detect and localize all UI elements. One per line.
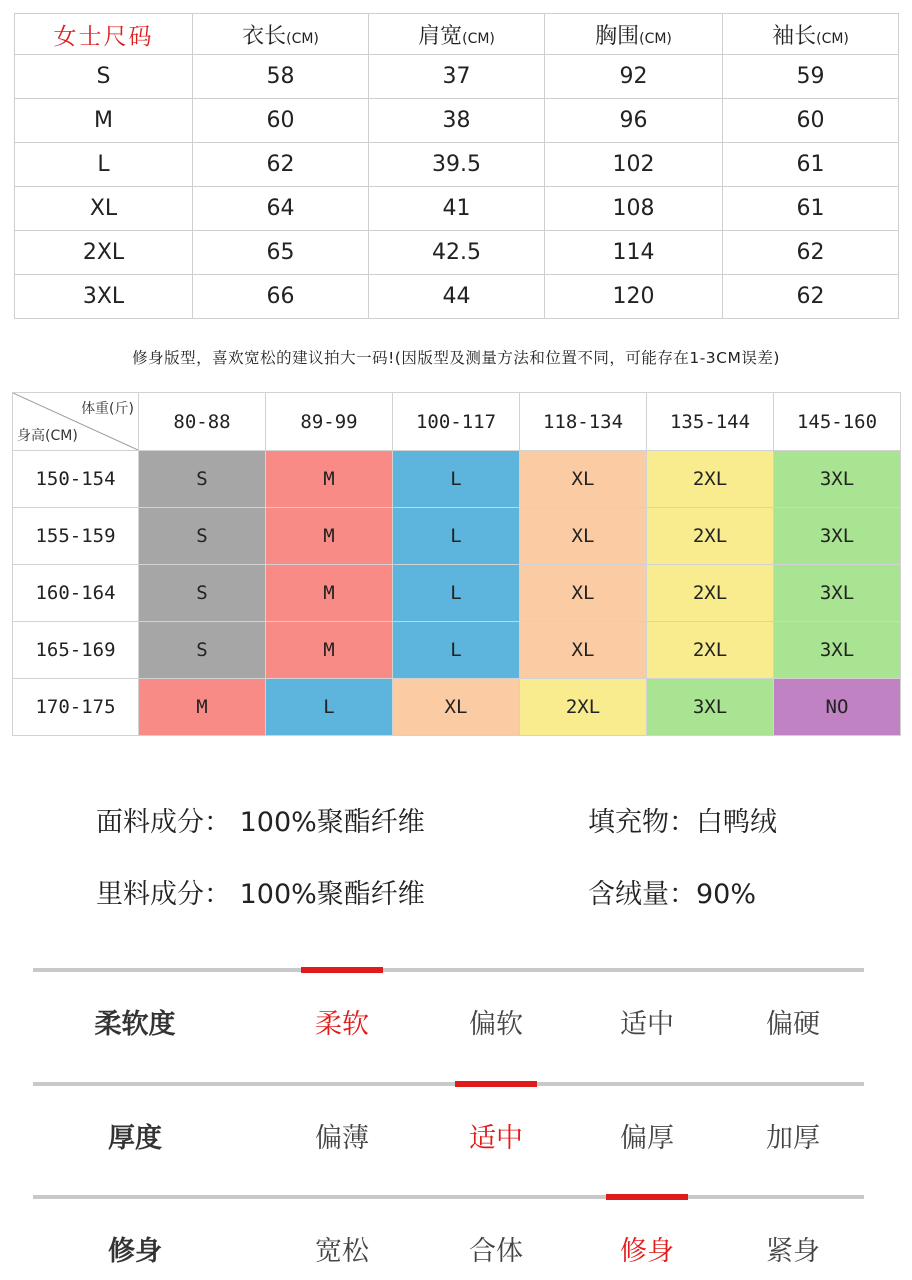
- measure-cell: 102: [545, 143, 723, 187]
- measure-cell: 59: [723, 55, 899, 99]
- fit-note: 修身版型，喜欢宽松的建议拍大一码!(因版型及测量方法和位置不同，可能存在1-3CM误差): [132, 349, 780, 367]
- scale-option: 偏厚: [620, 1123, 674, 1154]
- size-chart-table: [14, 13, 899, 319]
- size-row: [15, 99, 899, 143]
- recommended-size-cell: 2XL: [647, 451, 774, 508]
- measure-cell: 108: [545, 187, 723, 231]
- measure-cell: 62: [193, 143, 369, 187]
- scale-option: 修身: [620, 1236, 674, 1267]
- measure-cell: 39.5: [369, 143, 545, 187]
- recommend-row: [13, 565, 901, 622]
- recommended-size-cell: XL: [520, 451, 647, 508]
- recommended-size-cell: 2XL: [647, 565, 774, 622]
- recommend-row: [13, 508, 901, 565]
- measure-cell: 114: [545, 231, 723, 275]
- scale-option: 偏硬: [766, 1009, 820, 1040]
- size-label-cell: S: [15, 55, 193, 99]
- recommended-size-cell: M: [266, 451, 393, 508]
- weight-header-cell: 135-144: [647, 393, 774, 451]
- recommended-size-cell: XL: [520, 565, 647, 622]
- scale-track: [33, 1082, 864, 1086]
- size-row: [15, 55, 899, 99]
- recommend-row: [13, 622, 901, 679]
- scale-selected-marker: [606, 1194, 688, 1200]
- size-chart-header-row: [15, 14, 899, 55]
- header-sleeve: 袖长(CM): [723, 14, 899, 55]
- recommended-size-cell: XL: [393, 679, 520, 736]
- face-fabric: 面料成分： 100%聚酯纤维: [96, 807, 425, 838]
- height-range-cell: 160-164: [13, 565, 139, 622]
- recommend-row: [13, 451, 901, 508]
- recommend-corner-cell: [13, 393, 139, 451]
- recommended-size-cell: L: [393, 622, 520, 679]
- scale-option: 适中: [469, 1123, 523, 1154]
- scale-selected-marker: [301, 967, 383, 973]
- height-range-cell: 155-159: [13, 508, 139, 565]
- recommended-size-cell: XL: [520, 508, 647, 565]
- measure-cell: 42.5: [369, 231, 545, 275]
- measure-cell: 96: [545, 99, 723, 143]
- measure-cell: 44: [369, 275, 545, 319]
- scale-option: 合体: [469, 1236, 523, 1267]
- recommended-size-cell: L: [266, 679, 393, 736]
- recommended-size-cell: M: [266, 622, 393, 679]
- scale-option: 柔软: [315, 1009, 369, 1040]
- recommended-size-cell: 3XL: [774, 622, 901, 679]
- recommended-size-cell: M: [266, 565, 393, 622]
- header-chest: 胸围(CM): [545, 14, 723, 55]
- weight-header-cell: 89-99: [266, 393, 393, 451]
- height-range-cell: 150-154: [13, 451, 139, 508]
- size-label-cell: XL: [15, 187, 193, 231]
- size-recommend-table: [12, 392, 901, 736]
- recommended-size-cell: NO: [774, 679, 901, 736]
- height-range-cell: 165-169: [13, 622, 139, 679]
- recommended-size-cell: XL: [520, 622, 647, 679]
- height-axis-label: 身高(CM): [17, 428, 78, 444]
- measure-cell: 38: [369, 99, 545, 143]
- recommended-size-cell: S: [139, 565, 266, 622]
- size-label-cell: L: [15, 143, 193, 187]
- measure-cell: 64: [193, 187, 369, 231]
- size-label-cell: 3XL: [15, 275, 193, 319]
- recommended-size-cell: L: [393, 565, 520, 622]
- measure-cell: 60: [193, 99, 369, 143]
- size-row: [15, 187, 899, 231]
- weight-header-cell: 80-88: [139, 393, 266, 451]
- recommended-size-cell: S: [139, 622, 266, 679]
- scale-option: 偏薄: [315, 1123, 369, 1154]
- size-row: [15, 275, 899, 319]
- header-shoulder: 肩宽(CM): [369, 14, 545, 55]
- recommended-size-cell: M: [139, 679, 266, 736]
- measure-cell: 120: [545, 275, 723, 319]
- measure-cell: 65: [193, 231, 369, 275]
- measure-cell: 62: [723, 275, 899, 319]
- scale-option: 适中: [620, 1009, 674, 1040]
- scale-label: 修身: [108, 1236, 162, 1267]
- down-content: 含绒量：90%: [588, 879, 757, 910]
- recommended-size-cell: 3XL: [774, 508, 901, 565]
- weight-header-cell: 145-160: [774, 393, 901, 451]
- recommended-size-cell: 3XL: [774, 451, 901, 508]
- measure-cell: 58: [193, 55, 369, 99]
- recommend-header-row: [13, 393, 901, 451]
- scale-row: [0, 1229, 912, 1269]
- size-chart-title: 女士尺码: [15, 14, 193, 55]
- recommended-size-cell: L: [393, 508, 520, 565]
- measure-cell: 37: [369, 55, 545, 99]
- recommended-size-cell: 2XL: [647, 508, 774, 565]
- recommended-size-cell: L: [393, 451, 520, 508]
- weight-header-cell: 100-117: [393, 393, 520, 451]
- size-row: [15, 143, 899, 187]
- measure-cell: 92: [545, 55, 723, 99]
- scale-label: 厚度: [108, 1123, 162, 1154]
- scale-row: [0, 1116, 912, 1156]
- measure-cell: 62: [723, 231, 899, 275]
- scale-option: 宽松: [315, 1236, 369, 1267]
- size-label-cell: M: [15, 99, 193, 143]
- lining-fabric: 里料成分： 100%聚酯纤维: [96, 879, 425, 910]
- measure-cell: 66: [193, 275, 369, 319]
- filling: 填充物：白鸭绒: [588, 807, 777, 838]
- measure-cell: 60: [723, 99, 899, 143]
- measure-cell: 61: [723, 187, 899, 231]
- recommended-size-cell: S: [139, 508, 266, 565]
- scale-row: [0, 1002, 912, 1042]
- recommended-size-cell: 2XL: [520, 679, 647, 736]
- recommended-size-cell: 2XL: [647, 622, 774, 679]
- recommend-row: [13, 679, 901, 736]
- size-row: [15, 231, 899, 275]
- weight-axis-label: 体重(斤): [81, 401, 134, 417]
- height-range-cell: 170-175: [13, 679, 139, 736]
- scale-option: 加厚: [766, 1123, 820, 1154]
- scale-label: 柔软度: [94, 1009, 176, 1040]
- scale-track: [33, 968, 864, 972]
- measure-cell: 61: [723, 143, 899, 187]
- recommended-size-cell: S: [139, 451, 266, 508]
- header-length: 衣长(CM): [193, 14, 369, 55]
- scale-track: [33, 1195, 864, 1199]
- scale-option: 偏软: [469, 1009, 523, 1040]
- weight-header-cell: 118-134: [520, 393, 647, 451]
- measure-cell: 41: [369, 187, 545, 231]
- recommended-size-cell: 3XL: [774, 565, 901, 622]
- recommended-size-cell: M: [266, 508, 393, 565]
- scale-selected-marker: [455, 1081, 537, 1087]
- recommended-size-cell: 3XL: [647, 679, 774, 736]
- size-label-cell: 2XL: [15, 231, 193, 275]
- scale-option: 紧身: [766, 1236, 820, 1267]
